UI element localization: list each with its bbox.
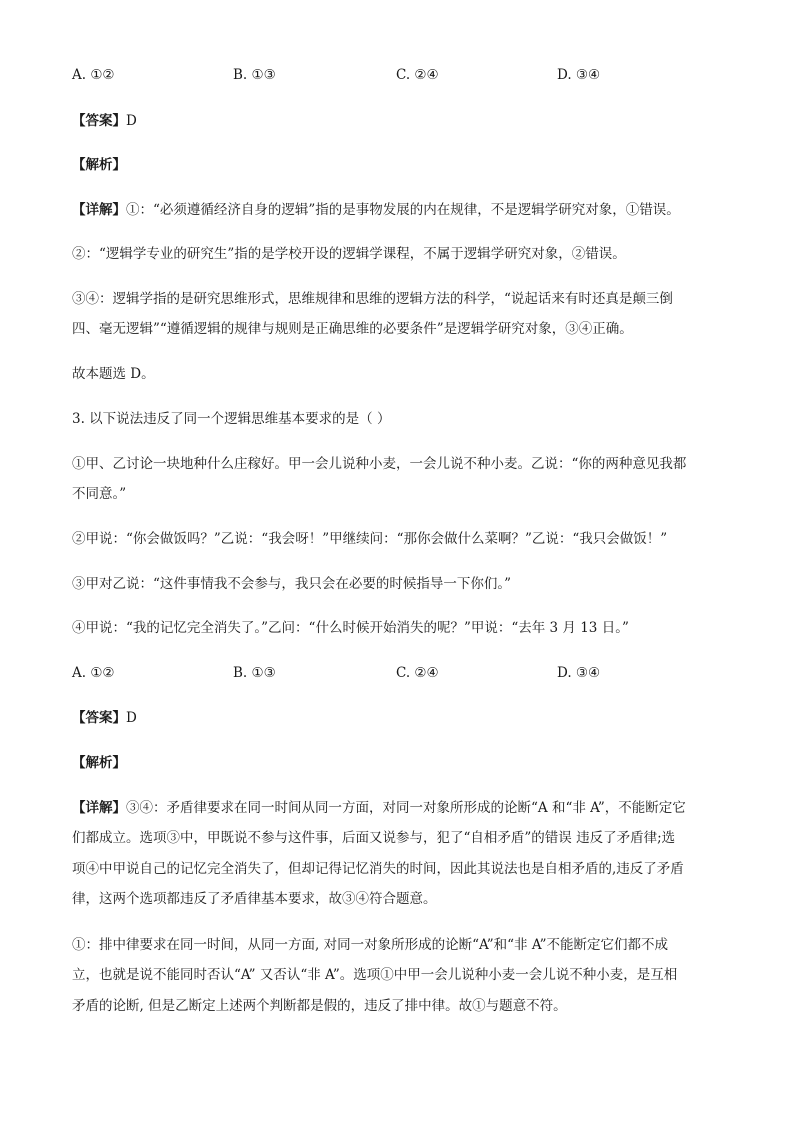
detail-tag: 【详解】 [72, 202, 126, 218]
q2-option-d: D. ③④ [557, 67, 601, 83]
q3-stem: 3. 以下说法违反了同一个逻辑思维基本要求的是（ ） [72, 411, 391, 427]
q3-para1-line3: 项④中甲说自己的记忆完全消失了，但却记得记忆消失的时间，因此其说法也是自相矛盾的,违反了矛盾 [72, 861, 684, 877]
q2-option-b: B. ①③ [233, 67, 276, 83]
q3-option-d: D. ③④ [557, 665, 601, 681]
q3-item-1b: 不同意。” [72, 486, 127, 502]
q3-para2-line1: ①：排中律要求在同一时间，从同一方面, 对同一对象所形成的论断“A”和“非 A”不能断定它们都不成 [72, 937, 669, 953]
detail-text: ③④：矛盾律要求在同一时间从同一方面，对同一对象所形成的论断“A 和“非 A”，不能断定它 [126, 800, 686, 816]
analysis-tag: 【解析】 [72, 755, 126, 771]
q2-option-c: C. ②④ [396, 67, 439, 83]
q2-detail-1 [72, 202, 732, 219]
q3-option-c: C. ②④ [396, 665, 439, 681]
q3-item-2: ②甲说：“你会做饭吗？”乙说：“我会呀！”甲继续问：“那你会做什么菜啊？”乙说：“我只会做饭！” [72, 531, 668, 547]
q3-item-3: ③甲对乙说：“这件事情我不会参与，我只会在必要的时候指导一下你们。” [72, 576, 512, 592]
q2-option-a: A. ①② [72, 67, 115, 83]
q2-analysis-tag [72, 157, 732, 174]
detail-tag: 【详解】 [72, 800, 126, 816]
q3-para2-line2: 立，也就是说不能同时否认“A” 又否认“非 A”。选项①中甲一会儿说种小麦一会儿说不种小麦，是互相 [72, 967, 678, 983]
q2-conclusion: 故本题选 D。 [72, 366, 155, 382]
answer-tag: 【答案】 [72, 113, 126, 129]
q3-para2-line3: 矛盾的论断, 但是乙断定上述两个判断都是假的，违反了排中律。故①与题意不符。 [72, 998, 567, 1014]
q3-item-1a: ①甲、乙讨论一块地种什么庄稼好。甲一会儿说种小麦，一会儿说不种小麦。乙说：“你的两种意见我都 [72, 456, 687, 472]
q3-option-b: B. ①③ [233, 665, 276, 681]
q2-answer-line [72, 113, 732, 130]
q2-detail-3a: ③④：逻辑学指的是研究思维形式，思维规律和思维的逻辑方法的科学，“说起话来有时还真是颠三倒 [72, 291, 673, 307]
answer-tag: 【答案】 [72, 710, 126, 726]
q3-para1-line2: 们都成立。选项③中，甲既说不参与这件事，后面又说参与，犯了“自相矛盾”的错误 违反了矛盾律;选 [72, 830, 676, 846]
detail-text: ①：“必须遵循经济自身的逻辑”指的是事物发展的内在规律，不是逻辑学研究对象，①错误。 [126, 202, 680, 218]
q3-analysis-tag [72, 755, 732, 772]
q3-item-4: ④甲说：“我的记忆完全消失了。”乙问：“什么时候开始消失的呢？”甲说：“去年 3 月 13 日。” [72, 620, 629, 636]
answer-value: D [126, 113, 137, 129]
q2-detail-3b: 四、毫无逻辑”“遵循逻辑的规律与规则是正确思维的必要条件”是逻辑学研究对象，③④正确。 [72, 321, 633, 337]
q3-para1-line1 [72, 800, 732, 817]
q2-detail-2: ②：“逻辑学专业的研究生”指的是学校开设的逻辑学课程，不属于逻辑学研究对象，②错误。 [72, 246, 626, 262]
analysis-tag: 【解析】 [72, 157, 126, 173]
answer-value: D [126, 710, 137, 726]
q3-option-a: A. ①② [72, 665, 115, 681]
q3-answer-line [72, 710, 732, 727]
q3-para1-line4: 律，这两个选项都违反了矛盾律基本要求，故③④符合题意。 [72, 891, 437, 907]
